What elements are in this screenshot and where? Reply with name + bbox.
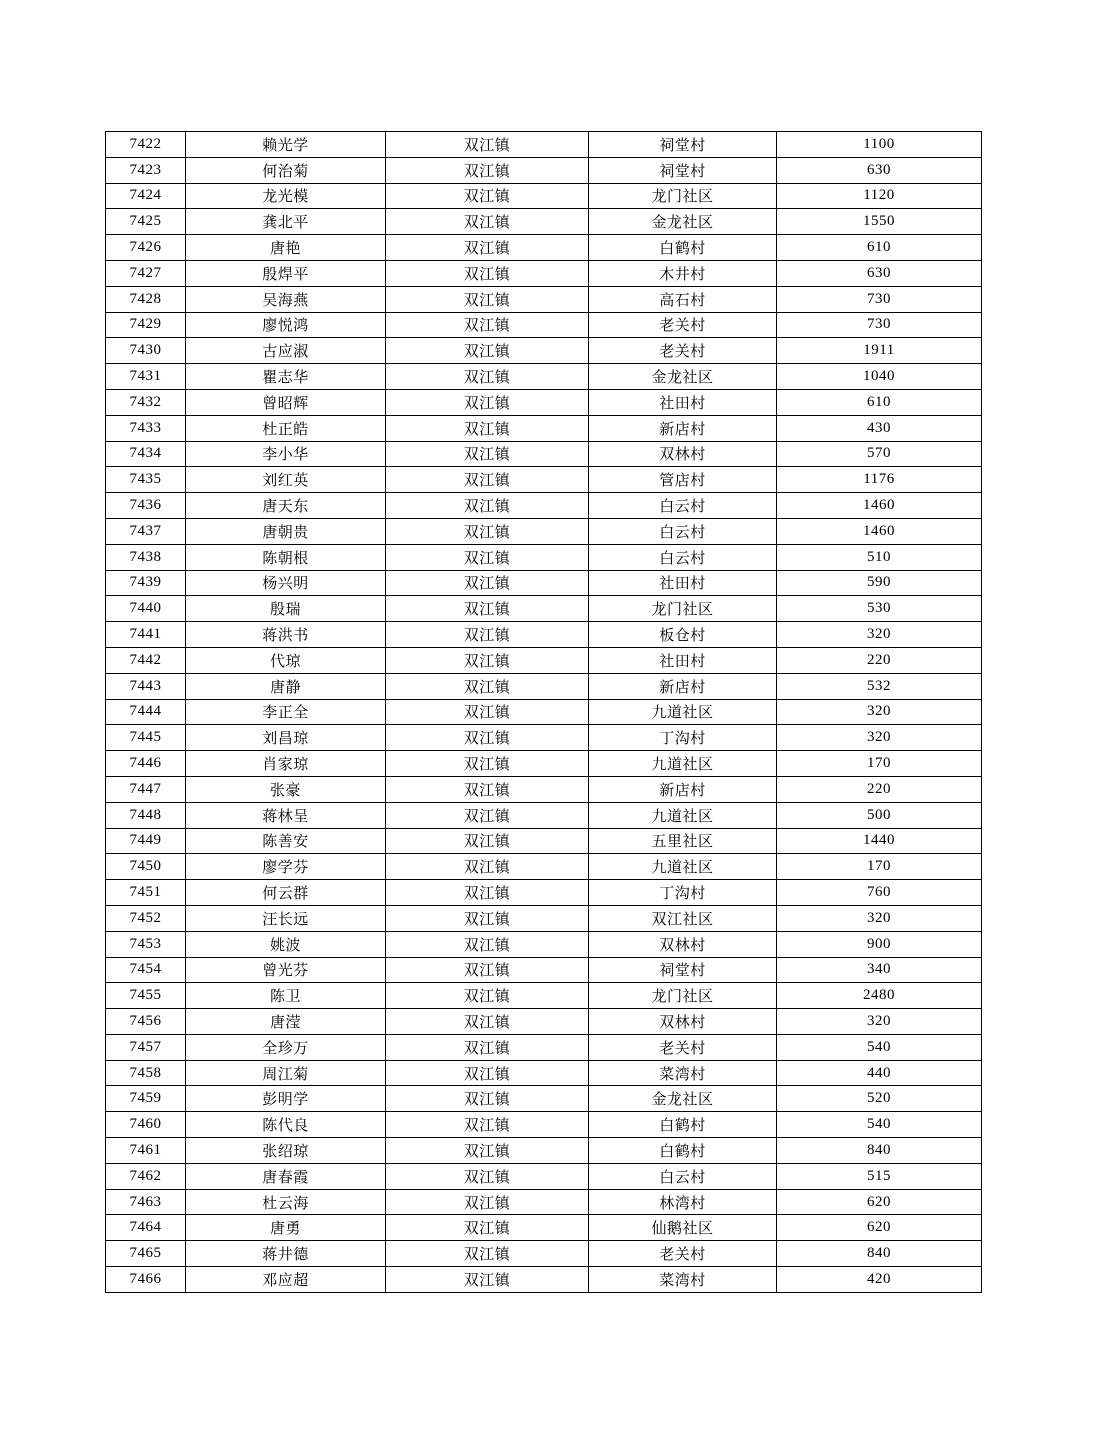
cell-town: 双江镇 bbox=[386, 338, 589, 364]
cell-town: 双江镇 bbox=[386, 1034, 589, 1060]
cell-id: 7442 bbox=[106, 647, 186, 673]
cell-village: 龙门社区 bbox=[589, 183, 777, 209]
cell-village: 金龙社区 bbox=[589, 1086, 777, 1112]
cell-id: 7447 bbox=[106, 776, 186, 802]
cell-town: 双江镇 bbox=[386, 209, 589, 235]
cell-village: 双林村 bbox=[589, 931, 777, 957]
cell-amount: 440 bbox=[777, 1060, 982, 1086]
cell-village: 九道社区 bbox=[589, 802, 777, 828]
cell-name: 吴海燕 bbox=[186, 286, 386, 312]
cell-town: 双江镇 bbox=[386, 880, 589, 906]
cell-village: 九道社区 bbox=[589, 751, 777, 777]
cell-name: 廖悦鸿 bbox=[186, 312, 386, 338]
cell-name: 唐艳 bbox=[186, 235, 386, 261]
cell-name: 殷焊平 bbox=[186, 260, 386, 286]
cell-amount: 610 bbox=[777, 389, 982, 415]
cell-village: 祠堂村 bbox=[589, 157, 777, 183]
cell-amount: 540 bbox=[777, 1034, 982, 1060]
cell-town: 双江镇 bbox=[386, 286, 589, 312]
cell-village: 林湾村 bbox=[589, 1189, 777, 1215]
table-row bbox=[106, 441, 982, 467]
cell-id: 7449 bbox=[106, 828, 186, 854]
cell-id: 7451 bbox=[106, 880, 186, 906]
cell-id: 7440 bbox=[106, 596, 186, 622]
table-row bbox=[106, 364, 982, 390]
cell-town: 双江镇 bbox=[386, 1241, 589, 1267]
table-row bbox=[106, 389, 982, 415]
cell-town: 双江镇 bbox=[386, 905, 589, 931]
cell-village: 木井村 bbox=[589, 260, 777, 286]
cell-amount: 220 bbox=[777, 647, 982, 673]
table-row bbox=[106, 518, 982, 544]
cell-amount: 530 bbox=[777, 596, 982, 622]
cell-amount: 570 bbox=[777, 441, 982, 467]
table-row bbox=[106, 235, 982, 261]
table-row bbox=[106, 622, 982, 648]
cell-town: 双江镇 bbox=[386, 931, 589, 957]
cell-village: 双江社区 bbox=[589, 905, 777, 931]
table-row bbox=[106, 544, 982, 570]
cell-name: 陈朝根 bbox=[186, 544, 386, 570]
cell-amount: 1460 bbox=[777, 493, 982, 519]
cell-amount: 840 bbox=[777, 1138, 982, 1164]
cell-town: 双江镇 bbox=[386, 544, 589, 570]
cell-amount: 590 bbox=[777, 570, 982, 596]
cell-village: 白鹤村 bbox=[589, 235, 777, 261]
cell-amount: 420 bbox=[777, 1267, 982, 1293]
table-row bbox=[106, 725, 982, 751]
cell-town: 双江镇 bbox=[386, 776, 589, 802]
table-row bbox=[106, 802, 982, 828]
table-row bbox=[106, 957, 982, 983]
table-row bbox=[106, 1009, 982, 1035]
cell-town: 双江镇 bbox=[386, 596, 589, 622]
cell-name: 张绍琼 bbox=[186, 1138, 386, 1164]
table-row bbox=[106, 260, 982, 286]
cell-amount: 760 bbox=[777, 880, 982, 906]
cell-village: 五里社区 bbox=[589, 828, 777, 854]
cell-town: 双江镇 bbox=[386, 854, 589, 880]
cell-name: 唐天东 bbox=[186, 493, 386, 519]
cell-name: 何治菊 bbox=[186, 157, 386, 183]
cell-village: 仙鹅社区 bbox=[589, 1215, 777, 1241]
cell-id: 7454 bbox=[106, 957, 186, 983]
cell-village: 板仓村 bbox=[589, 622, 777, 648]
cell-id: 7429 bbox=[106, 312, 186, 338]
table-row bbox=[106, 596, 982, 622]
cell-town: 双江镇 bbox=[386, 518, 589, 544]
cell-town: 双江镇 bbox=[386, 570, 589, 596]
cell-town: 双江镇 bbox=[386, 957, 589, 983]
cell-id: 7441 bbox=[106, 622, 186, 648]
cell-town: 双江镇 bbox=[386, 802, 589, 828]
cell-village: 社田村 bbox=[589, 647, 777, 673]
cell-id: 7426 bbox=[106, 235, 186, 261]
cell-town: 双江镇 bbox=[386, 364, 589, 390]
cell-amount: 900 bbox=[777, 931, 982, 957]
cell-village: 白云村 bbox=[589, 1163, 777, 1189]
cell-name: 唐滢 bbox=[186, 1009, 386, 1035]
cell-amount: 510 bbox=[777, 544, 982, 570]
cell-id: 7433 bbox=[106, 415, 186, 441]
cell-town: 双江镇 bbox=[386, 389, 589, 415]
cell-id: 7424 bbox=[106, 183, 186, 209]
cell-village: 白鹤村 bbox=[589, 1138, 777, 1164]
cell-town: 双江镇 bbox=[386, 441, 589, 467]
cell-village: 老关村 bbox=[589, 1034, 777, 1060]
table-row bbox=[106, 983, 982, 1009]
cell-village: 菜湾村 bbox=[589, 1267, 777, 1293]
cell-name: 龚北平 bbox=[186, 209, 386, 235]
cell-village: 金龙社区 bbox=[589, 364, 777, 390]
cell-id: 7446 bbox=[106, 751, 186, 777]
roster-table bbox=[105, 131, 982, 1293]
cell-name: 蒋井德 bbox=[186, 1241, 386, 1267]
cell-name: 何云群 bbox=[186, 880, 386, 906]
cell-amount: 170 bbox=[777, 854, 982, 880]
cell-id: 7461 bbox=[106, 1138, 186, 1164]
cell-id: 7453 bbox=[106, 931, 186, 957]
cell-town: 双江镇 bbox=[386, 1163, 589, 1189]
cell-id: 7445 bbox=[106, 725, 186, 751]
cell-town: 双江镇 bbox=[386, 235, 589, 261]
table-row bbox=[106, 1138, 982, 1164]
table-row bbox=[106, 699, 982, 725]
cell-id: 7448 bbox=[106, 802, 186, 828]
cell-village: 金龙社区 bbox=[589, 209, 777, 235]
cell-name: 唐春霞 bbox=[186, 1163, 386, 1189]
cell-village: 白鹤村 bbox=[589, 1112, 777, 1138]
cell-amount: 840 bbox=[777, 1241, 982, 1267]
cell-village: 丁沟村 bbox=[589, 880, 777, 906]
cell-village: 老关村 bbox=[589, 1241, 777, 1267]
cell-village: 白云村 bbox=[589, 518, 777, 544]
cell-village: 老关村 bbox=[589, 312, 777, 338]
cell-name: 刘昌琼 bbox=[186, 725, 386, 751]
cell-amount: 520 bbox=[777, 1086, 982, 1112]
table-row bbox=[106, 183, 982, 209]
cell-name: 殷瑞 bbox=[186, 596, 386, 622]
cell-village: 祠堂村 bbox=[589, 957, 777, 983]
cell-id: 7439 bbox=[106, 570, 186, 596]
cell-amount: 1440 bbox=[777, 828, 982, 854]
cell-amount: 320 bbox=[777, 725, 982, 751]
cell-name: 古应淑 bbox=[186, 338, 386, 364]
table-row bbox=[106, 673, 982, 699]
cell-name: 陈代良 bbox=[186, 1112, 386, 1138]
cell-name: 李正全 bbox=[186, 699, 386, 725]
cell-id: 7425 bbox=[106, 209, 186, 235]
cell-village: 祠堂村 bbox=[589, 132, 777, 158]
cell-town: 双江镇 bbox=[386, 467, 589, 493]
cell-village: 龙门社区 bbox=[589, 983, 777, 1009]
cell-amount: 1176 bbox=[777, 467, 982, 493]
cell-id: 7450 bbox=[106, 854, 186, 880]
cell-amount: 630 bbox=[777, 157, 982, 183]
cell-id: 7460 bbox=[106, 1112, 186, 1138]
table-row bbox=[106, 647, 982, 673]
table-row bbox=[106, 776, 982, 802]
cell-town: 双江镇 bbox=[386, 1189, 589, 1215]
cell-amount: 320 bbox=[777, 1009, 982, 1035]
cell-amount: 1120 bbox=[777, 183, 982, 209]
cell-village: 白云村 bbox=[589, 544, 777, 570]
cell-amount: 630 bbox=[777, 260, 982, 286]
table-row bbox=[106, 1086, 982, 1112]
roster-table-body bbox=[106, 132, 982, 1293]
cell-town: 双江镇 bbox=[386, 1112, 589, 1138]
table-row bbox=[106, 1241, 982, 1267]
cell-name: 陈卫 bbox=[186, 983, 386, 1009]
cell-id: 7432 bbox=[106, 389, 186, 415]
cell-amount: 2480 bbox=[777, 983, 982, 1009]
cell-name: 刘红英 bbox=[186, 467, 386, 493]
cell-village: 管店村 bbox=[589, 467, 777, 493]
cell-town: 双江镇 bbox=[386, 647, 589, 673]
cell-amount: 730 bbox=[777, 286, 982, 312]
cell-amount: 532 bbox=[777, 673, 982, 699]
cell-amount: 320 bbox=[777, 905, 982, 931]
cell-town: 双江镇 bbox=[386, 673, 589, 699]
table-row bbox=[106, 1267, 982, 1293]
cell-name: 赖光学 bbox=[186, 132, 386, 158]
table-row bbox=[106, 751, 982, 777]
cell-town: 双江镇 bbox=[386, 1086, 589, 1112]
cell-id: 7436 bbox=[106, 493, 186, 519]
cell-id: 7452 bbox=[106, 905, 186, 931]
cell-amount: 170 bbox=[777, 751, 982, 777]
table-row bbox=[106, 854, 982, 880]
cell-amount: 430 bbox=[777, 415, 982, 441]
cell-name: 肖家琼 bbox=[186, 751, 386, 777]
table-row bbox=[106, 570, 982, 596]
cell-town: 双江镇 bbox=[386, 260, 589, 286]
cell-id: 7435 bbox=[106, 467, 186, 493]
cell-amount: 1040 bbox=[777, 364, 982, 390]
table-row bbox=[106, 1112, 982, 1138]
cell-name: 蒋洪书 bbox=[186, 622, 386, 648]
cell-name: 邓应超 bbox=[186, 1267, 386, 1293]
table-row bbox=[106, 880, 982, 906]
cell-id: 7463 bbox=[106, 1189, 186, 1215]
cell-id: 7465 bbox=[106, 1241, 186, 1267]
cell-town: 双江镇 bbox=[386, 157, 589, 183]
cell-id: 7462 bbox=[106, 1163, 186, 1189]
cell-amount: 1100 bbox=[777, 132, 982, 158]
cell-name: 杜正皓 bbox=[186, 415, 386, 441]
cell-name: 杨兴明 bbox=[186, 570, 386, 596]
cell-village: 新店村 bbox=[589, 415, 777, 441]
cell-amount: 340 bbox=[777, 957, 982, 983]
cell-town: 双江镇 bbox=[386, 983, 589, 1009]
cell-town: 双江镇 bbox=[386, 699, 589, 725]
cell-amount: 620 bbox=[777, 1215, 982, 1241]
cell-town: 双江镇 bbox=[386, 493, 589, 519]
cell-town: 双江镇 bbox=[386, 132, 589, 158]
cell-village: 老关村 bbox=[589, 338, 777, 364]
table-row bbox=[106, 415, 982, 441]
table-row bbox=[106, 467, 982, 493]
table-row bbox=[106, 157, 982, 183]
cell-id: 7443 bbox=[106, 673, 186, 699]
table-row bbox=[106, 338, 982, 364]
cell-amount: 1550 bbox=[777, 209, 982, 235]
cell-amount: 610 bbox=[777, 235, 982, 261]
table-row bbox=[106, 905, 982, 931]
cell-town: 双江镇 bbox=[386, 312, 589, 338]
cell-name: 唐静 bbox=[186, 673, 386, 699]
cell-name: 龙光模 bbox=[186, 183, 386, 209]
cell-town: 双江镇 bbox=[386, 415, 589, 441]
cell-id: 7437 bbox=[106, 518, 186, 544]
cell-id: 7430 bbox=[106, 338, 186, 364]
cell-town: 双江镇 bbox=[386, 725, 589, 751]
cell-village: 九道社区 bbox=[589, 699, 777, 725]
cell-name: 瞿志华 bbox=[186, 364, 386, 390]
cell-name: 曾光芬 bbox=[186, 957, 386, 983]
cell-village: 双林村 bbox=[589, 441, 777, 467]
table-row bbox=[106, 1163, 982, 1189]
cell-name: 陈善安 bbox=[186, 828, 386, 854]
cell-id: 7422 bbox=[106, 132, 186, 158]
cell-village: 社田村 bbox=[589, 570, 777, 596]
cell-town: 双江镇 bbox=[386, 1009, 589, 1035]
cell-town: 双江镇 bbox=[386, 1215, 589, 1241]
cell-id: 7455 bbox=[106, 983, 186, 1009]
cell-name: 李小华 bbox=[186, 441, 386, 467]
cell-name: 曾昭辉 bbox=[186, 389, 386, 415]
table-row bbox=[106, 931, 982, 957]
cell-name: 全珍万 bbox=[186, 1034, 386, 1060]
cell-name: 姚波 bbox=[186, 931, 386, 957]
cell-id: 7438 bbox=[106, 544, 186, 570]
cell-amount: 320 bbox=[777, 622, 982, 648]
cell-id: 7464 bbox=[106, 1215, 186, 1241]
cell-amount: 730 bbox=[777, 312, 982, 338]
cell-town: 双江镇 bbox=[386, 1138, 589, 1164]
cell-village: 九道社区 bbox=[589, 854, 777, 880]
cell-village: 新店村 bbox=[589, 673, 777, 699]
cell-name: 彭明学 bbox=[186, 1086, 386, 1112]
cell-id: 7427 bbox=[106, 260, 186, 286]
cell-town: 双江镇 bbox=[386, 751, 589, 777]
cell-name: 唐勇 bbox=[186, 1215, 386, 1241]
cell-name: 廖学芬 bbox=[186, 854, 386, 880]
cell-town: 双江镇 bbox=[386, 828, 589, 854]
cell-name: 周江菊 bbox=[186, 1060, 386, 1086]
cell-name: 汪长远 bbox=[186, 905, 386, 931]
cell-amount: 620 bbox=[777, 1189, 982, 1215]
cell-name: 杜云海 bbox=[186, 1189, 386, 1215]
cell-village: 白云村 bbox=[589, 493, 777, 519]
cell-village: 双林村 bbox=[589, 1009, 777, 1035]
cell-name: 蒋林呈 bbox=[186, 802, 386, 828]
cell-village: 丁沟村 bbox=[589, 725, 777, 751]
cell-id: 7456 bbox=[106, 1009, 186, 1035]
cell-village: 社田村 bbox=[589, 389, 777, 415]
table-row bbox=[106, 1034, 982, 1060]
cell-name: 张豪 bbox=[186, 776, 386, 802]
cell-id: 7434 bbox=[106, 441, 186, 467]
cell-village: 菜湾村 bbox=[589, 1060, 777, 1086]
cell-town: 双江镇 bbox=[386, 622, 589, 648]
table-row bbox=[106, 1189, 982, 1215]
table-row bbox=[106, 312, 982, 338]
table-row bbox=[106, 132, 982, 158]
table-row bbox=[106, 286, 982, 312]
cell-amount: 320 bbox=[777, 699, 982, 725]
cell-id: 7457 bbox=[106, 1034, 186, 1060]
table-row bbox=[106, 828, 982, 854]
cell-amount: 540 bbox=[777, 1112, 982, 1138]
cell-name: 唐朝贵 bbox=[186, 518, 386, 544]
cell-id: 7459 bbox=[106, 1086, 186, 1112]
cell-village: 龙门社区 bbox=[589, 596, 777, 622]
cell-village: 新店村 bbox=[589, 776, 777, 802]
cell-id: 7466 bbox=[106, 1267, 186, 1293]
cell-amount: 1460 bbox=[777, 518, 982, 544]
cell-town: 双江镇 bbox=[386, 183, 589, 209]
cell-amount: 500 bbox=[777, 802, 982, 828]
cell-id: 7444 bbox=[106, 699, 186, 725]
cell-id: 7428 bbox=[106, 286, 186, 312]
table-row bbox=[106, 209, 982, 235]
table-row bbox=[106, 493, 982, 519]
table-row bbox=[106, 1215, 982, 1241]
cell-id: 7423 bbox=[106, 157, 186, 183]
cell-amount: 515 bbox=[777, 1163, 982, 1189]
table-row bbox=[106, 1060, 982, 1086]
cell-town: 双江镇 bbox=[386, 1060, 589, 1086]
cell-name: 代琼 bbox=[186, 647, 386, 673]
cell-village: 高石村 bbox=[589, 286, 777, 312]
cell-id: 7458 bbox=[106, 1060, 186, 1086]
cell-amount: 1911 bbox=[777, 338, 982, 364]
cell-town: 双江镇 bbox=[386, 1267, 589, 1293]
cell-amount: 220 bbox=[777, 776, 982, 802]
cell-id: 7431 bbox=[106, 364, 186, 390]
